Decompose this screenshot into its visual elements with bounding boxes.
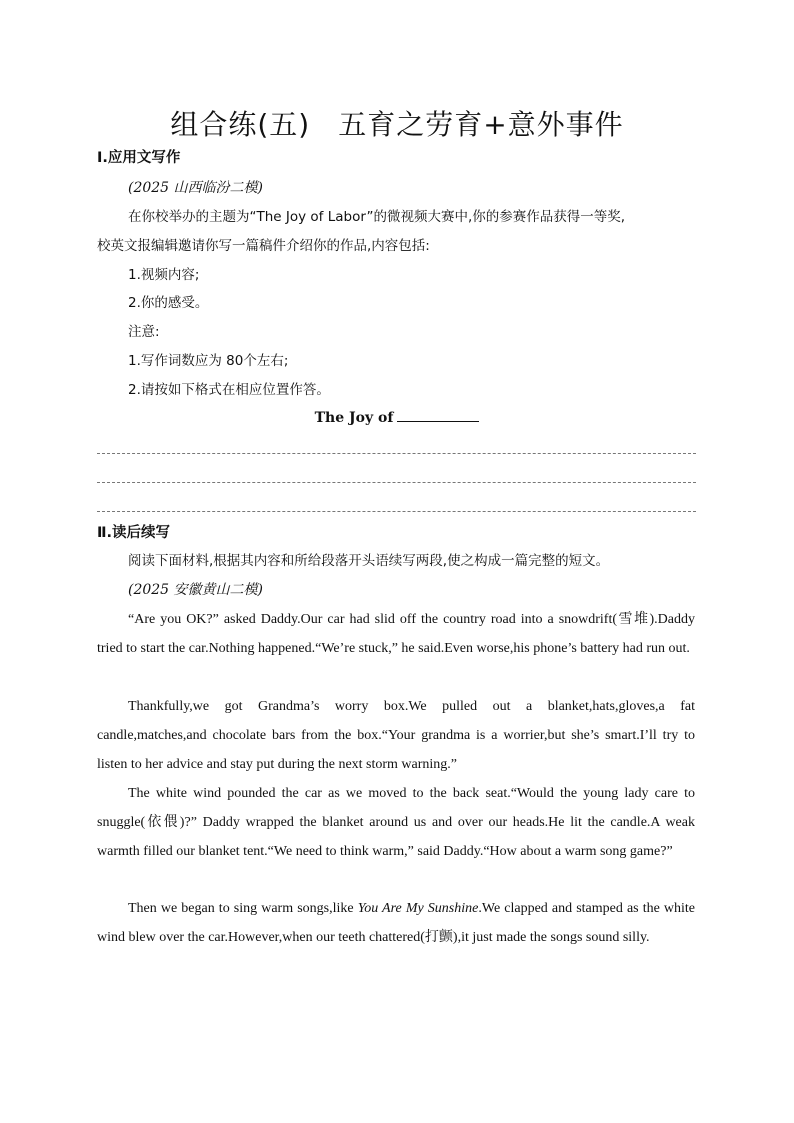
section-1-item2: 2.你的感受。: [128, 295, 209, 311]
essay-heading-blank: [397, 409, 479, 422]
section-1-heading: Ⅰ.应用文写作: [97, 150, 181, 166]
story-paragraph-3: The white wind pounded the car as we moved to the back seat.“Would the young lady care to snuggle(依偎)?” Daddy wrapped the blanket around us and over our heads.He lit the candle.A weak warmth filled our blanket tent.“We need to think warm,” said Daddy.“How about a warm song game?”: [97, 786, 695, 859]
section-1-note1: 1.写作词数应为 80个左右;: [128, 353, 289, 369]
story-paragraph-1: “Are you OK?” asked Daddy.Our car had slid off the country road into a snowdrift(雪堆).Daddy tried to start the car.Nothing happened.“We’re stuck,” he said.Even worse,his phone’s battery had run out.: [97, 612, 695, 656]
title-series: 组合练(五): [170, 108, 311, 141]
song-title: You Are My Sunshine: [357, 901, 479, 916]
section-1-prompt-line1: 在你校举办的主题为“The Joy of Labor”的微视频大赛中,你的参赛作品获得一等奖,: [128, 209, 626, 225]
section-1-item1: 1.视频内容;: [128, 267, 200, 283]
answer-line-3: [97, 511, 696, 512]
page-title: [0, 103, 794, 143]
essay-heading: [0, 409, 794, 426]
story-paragraph-4-start: Then we began to sing warm songs,like: [128, 901, 358, 916]
essay-heading-text: The Joy of: [314, 410, 394, 426]
section-2-source: (2025 安徽黄山二模): [128, 582, 264, 598]
title-theme: 五育之劳育+意外事件: [338, 108, 624, 141]
section-1-notice: 注意:: [128, 324, 160, 340]
answer-line-1: [97, 453, 696, 454]
section-2-heading: Ⅱ.读后续写: [97, 525, 171, 541]
story-paragraph-2: Thankfully,we got Grandma’s worry box.We pulled out a blanket,hats,gloves,a fat candle,matches,and chocolate bars from the box.“Your grandma is a worrier,but she’s smart.I’ll try to listen to her advice and stay put during the next storm warning.”: [97, 699, 695, 772]
section-1-prompt-line2: 校英文报编辑邀请你写一篇稿件介绍你的作品,内容包括:: [97, 238, 430, 254]
section-2-instruction: 阅读下面材料,根据其内容和所给段落开头语续写两段,使之构成一篇完整的短文。: [128, 553, 610, 569]
story-paragraph-4: [97, 894, 695, 952]
story-paragraph-4-end: .We clapped and stamped as the white wind blew over the car.However,when our teeth chattered(打颤),it just made the songs sound silly.: [97, 901, 696, 945]
section-1-note2: 2.请按如下格式在相应位置作答。: [128, 382, 330, 398]
section-1-source: (2025 山西临汾二模): [128, 180, 264, 196]
answer-line-2: [97, 482, 696, 483]
